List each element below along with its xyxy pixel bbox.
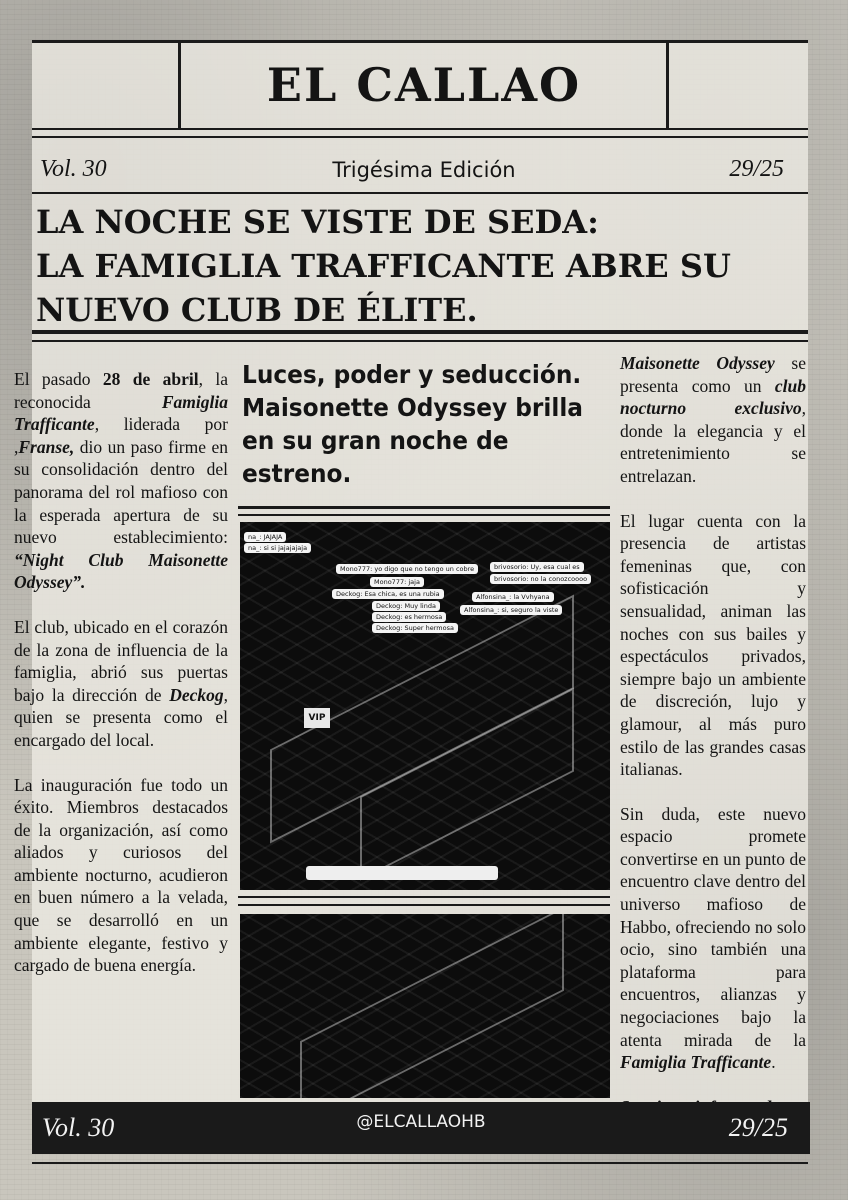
left-paragraph-3: La inauguración fue todo un éxito. Miembros destacados de la organización, así como aliados y curiosos del ambiente nocturno, acudieron en buen número a la velada, que se desarrolló en un ambiente elegante, festivo y cargado de buena energía. (14, 774, 228, 976)
headline-rule (32, 330, 808, 334)
right-paragraph-1: Maisonette Odyssey se presenta como un club nocturno exclusivo, donde la elegancia y el entretenimiento se entrelazan. (620, 353, 806, 486)
photo-mid-rule-2 (238, 904, 610, 906)
subheadline: Luces, poder y seducción. Maisonette Odyssey brilla en su gran noche de estreno. (242, 360, 583, 488)
headline-rule-2 (32, 340, 808, 342)
chat-bubble: Deckog: Esa chica, es una rubia (332, 589, 444, 599)
chat-input-bar (306, 866, 498, 880)
volume-label: Vol. 30 (40, 156, 107, 182)
left-column (14, 368, 228, 999)
headline-line-1: LA NOCHE SE VISTE DE SEDA: (36, 203, 599, 241)
photo-top-rule (238, 506, 610, 509)
left-paragraph-2: El club, ubicado en el corazón de la zona de influencia de la famiglia, abrió sus puertas bajo la dirección de Deckog, quien se presenta como el encargado del local. (14, 616, 228, 750)
photo-top-rule-2 (238, 514, 610, 516)
footer-handle: @ELCALLAOHB (356, 1112, 486, 1132)
meta-rule (32, 192, 808, 194)
footer-date: 29/25 (728, 1113, 788, 1142)
date-label: 29/25 (729, 156, 784, 182)
right-paragraph-2: El lugar cuenta con la presencia de artistas femeninas que, con sofisticación y sensualidad, animan las noches con sus bailes y espectáculos privados, siempre bajo un ambiente de discreción, lujo y glamour, al más puro estilo de las grandes casas italianas. (620, 510, 806, 780)
headline-line-2: LA FAMIGLIA TRAFFICANTE ABRE SU (36, 247, 731, 285)
edition-label: Trigésima Edición (332, 158, 516, 182)
chat-bubble: Mono777: yo digo que no tengo un cobre (336, 564, 478, 574)
chat-bubble: na_: JAJAJA (244, 532, 286, 542)
bottom-rule (32, 1162, 808, 1164)
chat-bubble: Mono777: jaja (370, 577, 424, 587)
chat-bubble: na_: si si jajajajaja (244, 543, 311, 553)
club-screenshot-photo (240, 522, 610, 890)
top-rule (32, 40, 808, 43)
chat-bubble: brivosorio: no la conozcoooo (490, 574, 591, 584)
chat-bubble: brivosorio: Uy, esa cual es (490, 562, 584, 572)
main-headline (36, 200, 806, 332)
masthead-title: EL CALLAO (266, 58, 582, 112)
footer-volume: Vol. 30 (42, 1113, 115, 1142)
floor-outline (300, 914, 564, 1098)
club-interior-photo (240, 914, 610, 1098)
chat-bubble: Alfonsina_: si, seguro la viste (460, 605, 562, 615)
left-paragraph-1: El pasado 28 de abril, la reconocida Famiglia Trafficante, liderada por ,Franse, dio un paso firme en su consolidación dentro del panorama del rol mafioso con la esperada apertura de su nuevo establecimiento: “Night Club Maisonette Odyssey”. (14, 369, 228, 593)
masthead-bottom-rule-2 (32, 136, 808, 138)
footer-bar (32, 1102, 810, 1154)
vip-sign: VIP (304, 708, 330, 728)
masthead-bottom-rule (32, 128, 808, 130)
chat-bubble: Alfonsina_: la Vvhyana (472, 592, 554, 602)
headline-line-3: NUEVO CLUB DE ÉLITE. (36, 291, 478, 329)
photo-mid-rule (238, 896, 610, 898)
chat-bubble: Deckog: es hermosa (372, 612, 446, 622)
right-column (620, 352, 806, 1140)
right-paragraph-3: Sin duda, este nuevo espacio promete convertirse en un punto de encuentro clave dentro del universo mafioso de Habbo, ofreciendo no solo ocio, sino también una plataforma para encuentros, alianzas y negociaciones bajo la atenta mirada de la Famiglia Trafficante. (620, 803, 806, 1073)
chat-bubble: Deckog: Super hermosa (372, 623, 458, 633)
chat-bubble: Deckog: Muy linda (372, 601, 440, 611)
